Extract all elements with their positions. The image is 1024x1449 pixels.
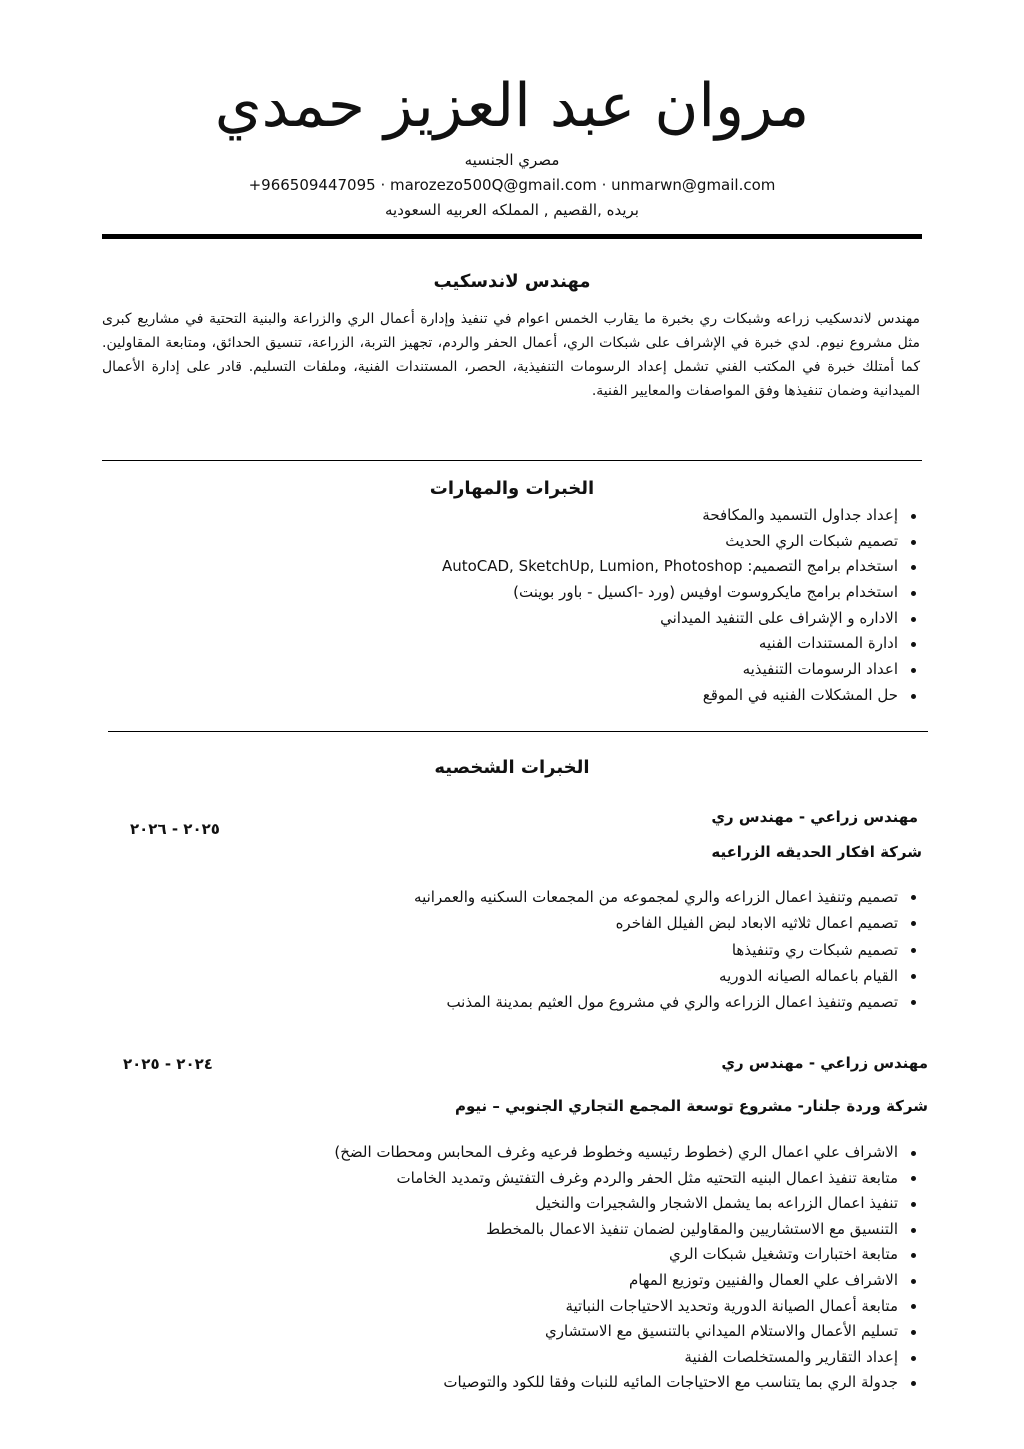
- list-item: القيام باعماله الصيانه الدوريه: [414, 963, 920, 989]
- list-item: تصميم شبكات الري الحديث: [442, 529, 920, 555]
- summary-text: مهندس لاندسكيب زراعه وشبكات ري بخبرة ما يقارب الخمس اعوام في تنفيذ وإدارة أعمال الري والزراعة والبنية التحتية في مشاريع كبرى مثل مشروع نيوم. لدي خبرة في الإشراف على شبكات الري، أعمال الحفر والردم، تجهيز التربة، الزراعة، تنسيق الحدائق، ومتابعة المقاولين. كما أمتلك خبرة في المكتب الفني تشمل إعداد الرسومات التنفيذية، الحصر، المستندات الفنية، وملفات التسليم. قادر على إدارة الأعمال الميدانية وضمان تنفيذها وفق المواصفات والمعايير الفنية.: [102, 311, 920, 399]
- list-item: إعداد التقارير والمستخلصات الفنية: [334, 1345, 920, 1371]
- candidate-name: مروان عبد العزيز حمدي: [214, 71, 810, 141]
- summary-title: مهندس لاندسكيب: [433, 271, 591, 292]
- address: بريده ,القصيم , المملكه العربيه السعوديه: [385, 201, 639, 219]
- list-item: تصميم وتنفيذ اعمال الزراعه والري في مشروع مول العثيم بمدينة المذنب: [414, 989, 920, 1015]
- job-title: مهندس زراعي - مهندس ري: [721, 1054, 928, 1072]
- list-item: الاداره و الإشراف على التنفيد الميداني: [442, 606, 920, 632]
- list-item: متابعة اختبارات وتشغيل شبكات الري: [334, 1242, 920, 1268]
- contact-line: +966509447095 · marozezo500Q@gmail.com · unmarwn@gmail.com: [248, 176, 776, 194]
- job-dates: ٢٠٢٥ - ٢٠٢٦: [130, 820, 220, 838]
- list-item: تصميم اعمال ثلاثيه الابعاد لبض الفيلل الفاخره: [414, 910, 920, 936]
- experience-title: الخبرات الشخصيه: [434, 757, 590, 778]
- section-divider: [108, 731, 928, 732]
- company-name: شركة وردة جلنار- مشروع توسعة المجمع التجاري الجنوبي – نيوم: [454, 1097, 928, 1115]
- list-item: تصميم شبكات ري وتنفيذها: [414, 937, 920, 963]
- job-duties-list: [334, 1140, 920, 1396]
- job-duties-list: [414, 884, 920, 1015]
- list-item: الاشراف علي العمال والفنيين وتوزيع المهام: [334, 1268, 920, 1294]
- list-item: تصميم وتنفيذ اعمال الزراعه والري لمجموعه من المجمعات السكنيه والعمرانيه: [414, 884, 920, 910]
- list-item: متابعة تنفيذ اعمال البنيه التحتيه مثل الحفر والردم وغرف التفتيش وتمديد الخامات: [334, 1166, 920, 1192]
- skills-title: الخبرات والمهارات: [429, 478, 595, 499]
- list-item: استخدام برامج التصميم: AutoCAD, SketchUp, Lumion, Photoshop: [442, 554, 920, 580]
- list-item: الاشراف علي اعمال الري (خطوط رئيسيه وخطوط فرعيه وغرف المحابس ومحطات الضخ): [334, 1140, 920, 1166]
- section-divider: [102, 460, 922, 461]
- list-item: تنفيذ اعمال الزراعه بما يشمل الاشجار والشجيرات والنخيل: [334, 1191, 920, 1217]
- job-dates: ٢٠٢٤ - ٢٠٢٥: [123, 1055, 213, 1073]
- list-item: متابعة أعمال الصيانة الدورية وتحديد الاحتياجات النباتية: [334, 1294, 920, 1320]
- company-name: شركة افكار الحديقه الزراعيه: [711, 843, 922, 861]
- list-item: اعداد الرسومات التنفيذيه: [442, 657, 920, 683]
- list-item: التنسيق مع الاستشاريين والمقاولين لضمان تنفيذ الاعمال بالمخطط: [334, 1217, 920, 1243]
- list-item: إعداد جداول التسميد والمكافحة: [442, 503, 920, 529]
- job-title: مهندس زراعي - مهندس ري: [711, 808, 918, 826]
- list-item: تسليم الأعمال والاستلام الميداني بالتنسيق مع الاستشاري: [334, 1319, 920, 1345]
- skills-list: [442, 503, 920, 709]
- nationality: مصري الجنسيه: [464, 151, 560, 169]
- list-item: جدولة الري بما يتناسب مع الاحتياجات المائيه للنبات وفقا للكود والتوصيات: [334, 1370, 920, 1396]
- header-divider: [102, 234, 922, 239]
- list-item: استخدام برامج مايكروسوت اوفيس (ورد -اكسيل - باور بوينت): [442, 580, 920, 606]
- list-item: حل المشكلات الفنيه في الموقع: [442, 683, 920, 709]
- list-item: ادارة المستندات الفنيه: [442, 631, 920, 657]
